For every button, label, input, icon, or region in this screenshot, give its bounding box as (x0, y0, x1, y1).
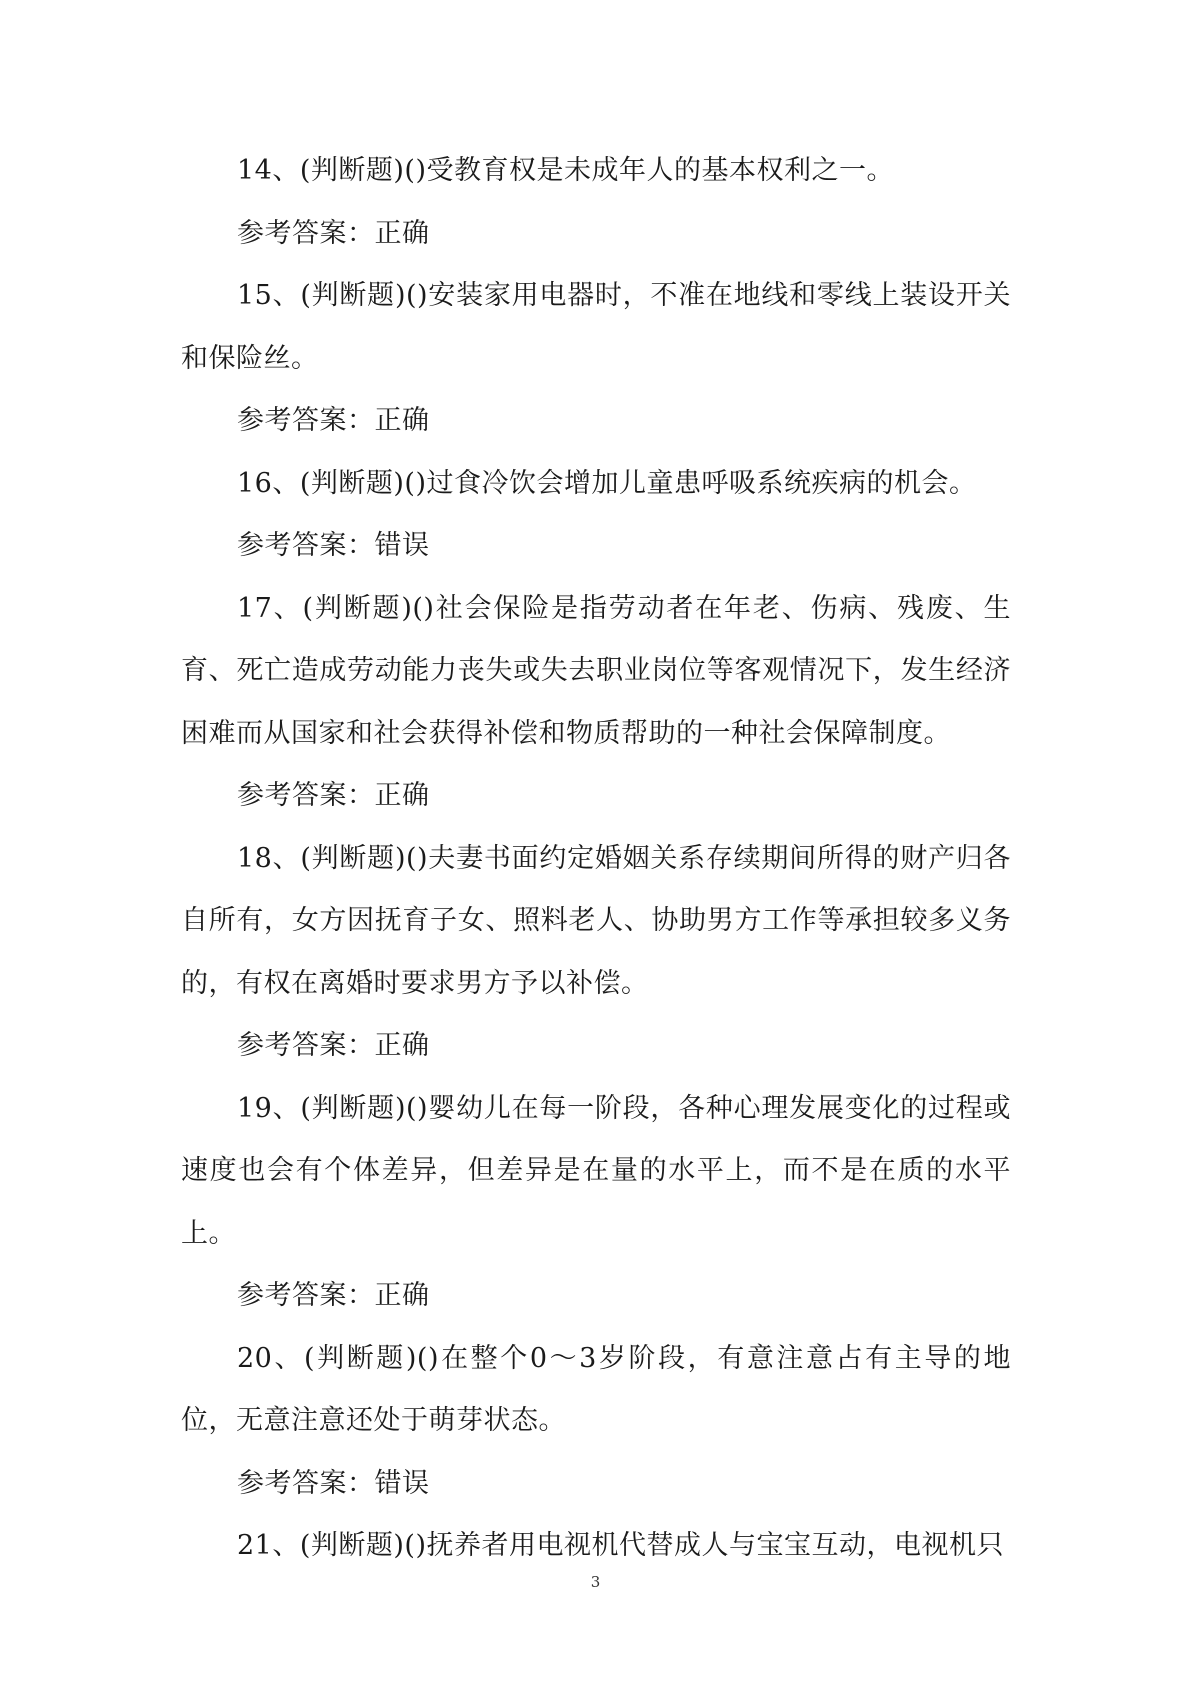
answer-14: 参考答案：正确 (237, 217, 430, 249)
answer-18: 参考答案：正确 (237, 1030, 430, 1061)
question-list (181, 140, 1011, 1578)
question-17: 17、(判断题)()社会保险是指劳动者在年老、伤病、残废、生育、死亡造成劳动能力丧失或失去职业岗位等客观情况下，发生经济困难而从国家和社会获得补偿和物质帮助的一种社会保障制度。 (181, 592, 1011, 749)
question-21: 21、(判断题)()抚养者用电视机代替成人与宝宝互动，电视机只 (237, 1530, 1004, 1561)
question-18: 18、(判断题)()夫妻书面约定婚姻关系存续期间所得的财产归各自所有，女方因抚育子女、照料老人、协助男方工作等承担较多义务的，有权在离婚时要求男方予以补偿。 (181, 842, 1011, 999)
answer-20: 参考答案：错误 (237, 1467, 430, 1499)
question-20: 20、(判断题)()在整个0～3岁阶段，有意注意占有主导的地位，无意注意还处于萌芽状态。 (181, 1342, 1011, 1436)
answer-15: 参考答案：正确 (237, 405, 430, 436)
answer-16: 参考答案：错误 (237, 530, 430, 561)
answer-19: 参考答案：正确 (237, 1280, 430, 1311)
answer-17: 参考答案：正确 (237, 780, 430, 811)
question-16: 16、(判断题)()过食冷饮会增加儿童患呼吸系统疾病的机会。 (237, 467, 977, 499)
question-15: 15、(判断题)()安装家用电器时，不准在地线和零线上装设开关和保险丝。 (181, 280, 1011, 374)
question-19: 19、(判断题)()婴幼儿在每一阶段，各种心理发展变化的过程或速度也会有个体差异，但差异是在量的水平上，而不是在质的水平上。 (181, 1092, 1011, 1249)
page-number: 3 (590, 1573, 601, 1591)
question-14: 14、(判断题)()受教育权是未成年人的基本权利之一。 (237, 155, 894, 186)
